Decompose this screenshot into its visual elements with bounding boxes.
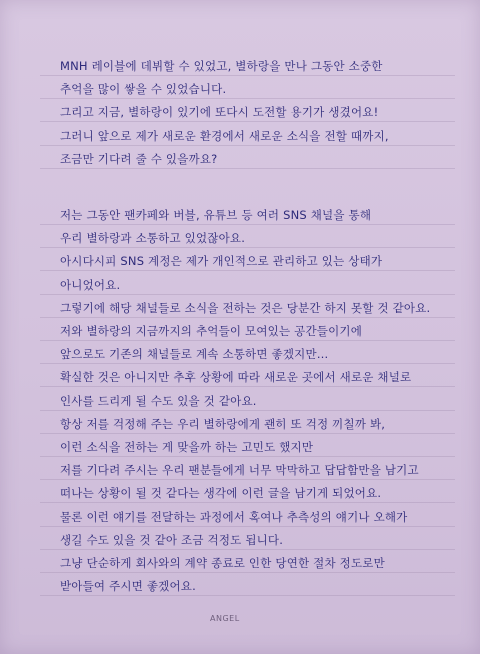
ruled-line xyxy=(40,98,455,99)
ruled-line xyxy=(40,595,455,596)
ruled-line xyxy=(40,121,455,122)
ruled-line xyxy=(40,410,455,411)
ruled-line xyxy=(40,549,455,550)
letter-line: 생길 수도 있을 것 같아 조금 걱정도 됩니다. xyxy=(60,532,284,547)
letter-line: 그렇기에 해당 채널들로 소식을 전하는 것은 당분간 하지 못할 것 같아요. xyxy=(60,300,431,315)
ruled-line xyxy=(40,433,455,434)
letter-line: 받아들여 주시면 좋겠어요. xyxy=(60,579,196,594)
letter-line: 추억을 많이 쌓을 수 있었습니다. xyxy=(60,82,227,97)
ruled-line xyxy=(40,247,455,248)
letter-line: MNH 레이블에 데뷔할 수 있었고, 별하랑을 만나 그동안 소중한 xyxy=(60,59,383,73)
letter-line: 물론 이런 얘기를 전달하는 과정에서 혹여나 추측성의 얘기나 오해가 xyxy=(60,509,408,524)
ruled-line xyxy=(40,572,455,573)
ruled-line xyxy=(40,317,455,318)
letter-line: 인사를 드리게 될 수도 있을 것 같아요. xyxy=(60,393,257,408)
ruled-line xyxy=(40,363,455,364)
letter-line: 앞으로도 기존의 채널들로 계속 소통하면 좋겠지만… xyxy=(60,347,329,362)
letter-line: 항상 저를 걱정해 주는 우리 별하랑에게 괜히 또 걱정 끼칠까 봐, xyxy=(60,416,386,431)
letter-line: 아시다시피 SNS 계정은 제가 개인적으로 관리하고 있는 상태가 xyxy=(60,254,383,269)
letter-line: 아니었어요. xyxy=(60,277,121,292)
letter-line: 우리 별하랑과 소통하고 있었잖아요. xyxy=(60,231,246,246)
ruled-line xyxy=(40,270,455,271)
ruled-line xyxy=(40,502,455,503)
ruled-line xyxy=(40,294,455,295)
ruled-line xyxy=(40,526,455,527)
letter-line: 확실한 것은 아니지만 추후 상황에 따라 새로운 곳에서 새로운 채널로 xyxy=(60,370,412,385)
letter-line: 조금만 기다려 줄 수 있을까요? xyxy=(60,151,218,166)
footer-mark: ANGEL xyxy=(210,614,240,623)
ruled-line xyxy=(40,145,455,146)
ruled-line xyxy=(40,386,455,387)
ruled-line xyxy=(40,168,455,169)
letter-line: 저와 별하랑의 지금까지의 추억들이 모여있는 공간들이기에 xyxy=(60,324,362,338)
ruled-line xyxy=(40,479,455,480)
letter-line: 떠나는 상황이 될 것 같다는 생각에 이런 글을 남기게 되었어요. xyxy=(60,486,382,501)
ruled-line xyxy=(40,75,455,76)
letter-line: 이런 소식을 전하는 게 맞을까 하는 고민도 했지만 xyxy=(60,440,314,454)
letter-line: 그러니 앞으로 제가 새로운 환경에서 새로운 소식을 전할 때까지, xyxy=(60,128,389,143)
ruled-line xyxy=(40,456,455,457)
letter-line: 그리고 지금, 별하랑이 있기에 또다시 도전할 용기가 생겼어요! xyxy=(60,105,379,120)
letter-line: 저는 그동안 팬카페와 버블, 유튜브 등 여러 SNS 채널을 통해 xyxy=(60,208,372,222)
letter-line: 저를 기다려 주시는 우리 팬분들에게 너무 막막하고 답답함만을 남기고 xyxy=(60,463,419,478)
letter-line: 그냥 단순하게 회사와의 계약 종료로 인한 당연한 절차 정도로만 xyxy=(60,556,385,570)
ruled-line xyxy=(40,340,455,341)
ruled-line xyxy=(40,224,455,225)
